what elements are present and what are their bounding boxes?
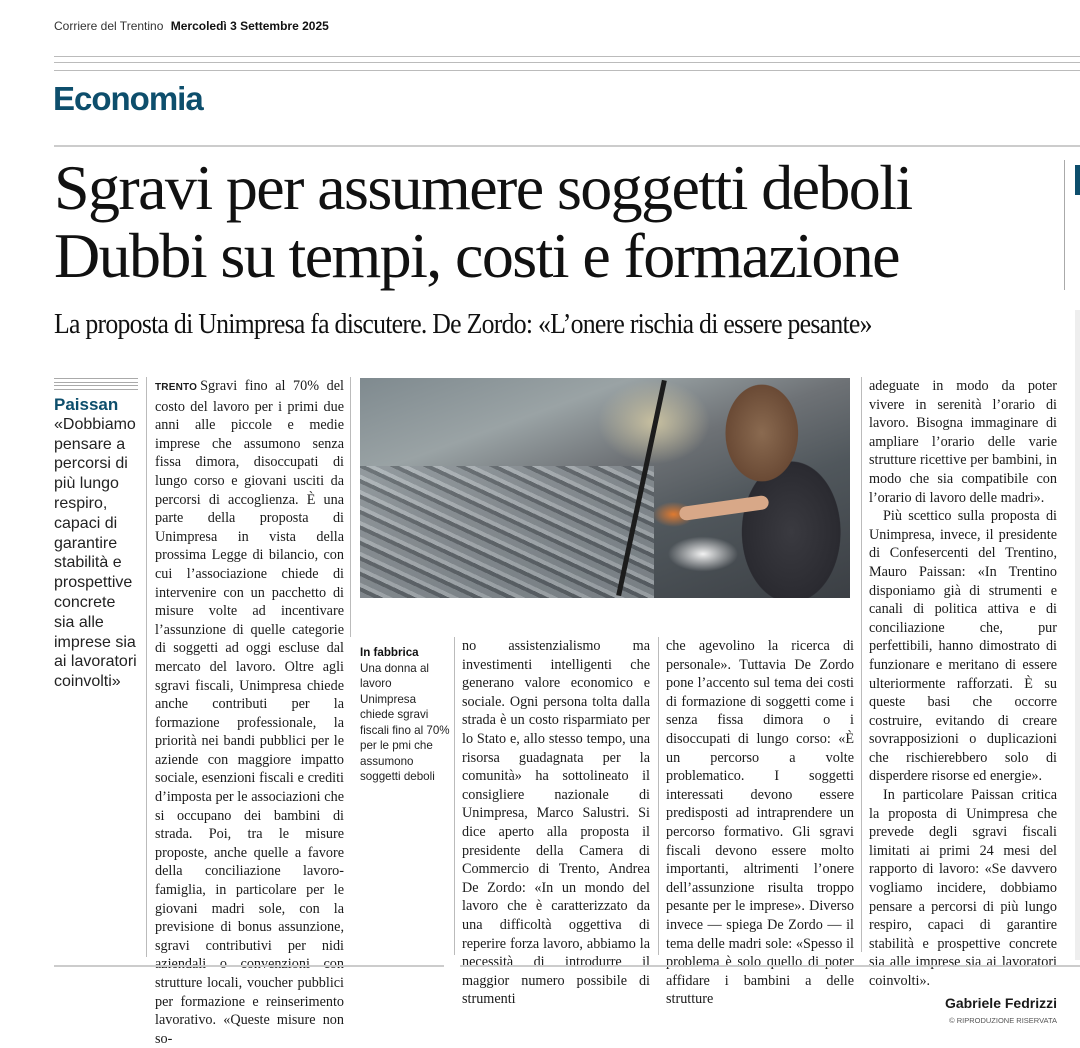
pull-quote-rules (54, 378, 138, 390)
caption-title: In fabbrica (360, 646, 419, 659)
article-column-2 (462, 637, 650, 1009)
column-divider (861, 377, 862, 952)
pull-quote (54, 395, 140, 692)
column-4-paragraph-1: adeguate in modo da poter vivere in serenità l’orario di lavoro. Bisogna immaginare di ampliare l’orario delle varie strutture ricettive per bambini, in modo che sia compatibile con l’orario di lavoro delle madri». (869, 378, 1057, 506)
column-1-text: Sgravi fino al 70% del costo del lavoro per i primi due anni alle piccole e medie imprese che assumono senza fissa dimora, disoccupati di lungo corso e giovani usciti da percorsi di accoglienza. È una parte della proposta di Unimpresa in vista della prossima Legge di bilancio, con cui l’associazione chiede di intervenire con un pacchetto di misure volte ad incentivare l’assunzione di quelle categorie di soggetti ad oggi escluse dal mercato del lavoro. Oltre agli sgravi fiscali, Unimpresa chiede anche contributi per la formazione professionale, la priorità nei bandi pubblici per le aziende con maggiore impatto sociale, esenzioni fiscali e crediti d’imposta per le associazioni che si occupano dei bambini di strada. Poi, tra le misure proposte, anche quelle a favore della conciliazione lavoro-famiglia, in particolare per le giovani madri sole, con la previsione di bonus assunzione, sgravi contributivi per nidi aziendali o convenzioni con strutture locali, voucher pubblici per formazione e reinserimento lavorativo. «Queste misure non so- (155, 378, 344, 1047)
pull-quote-name: Paissan (54, 395, 119, 414)
column-4-paragraph-2: Più scettico sulla proposta di Unimpresa, invece, il presidente di Confesercenti del Trentino, Mauro Paissan: «In Trentino disponiamo già di strumenti e canali di politica attiva e di conciliazione che, pur perfettibili, hanno dimostrato di funzionare e meritano di essere ulteriormente rafforzati. È su queste basi che occorre costruire, evitando di creare sovrapposizioni o duplicazioni che rischierebbero solo di disperdere risorse ed energie». (869, 508, 1057, 785)
dateline: TRENTO (155, 382, 198, 393)
factory-worker-photo (360, 378, 850, 598)
column-divider (658, 637, 659, 955)
article-column-4 (869, 377, 1057, 1031)
bottom-rule (460, 965, 1080, 967)
section-divider (54, 145, 1080, 147)
byline: Gabriele Fedrizzi (944, 994, 1057, 1011)
adjacent-article-divider (1064, 160, 1065, 290)
subheadline: La proposta di Unimpresa fa discutere. De Zordo: «L’onere rischia di essere pesante» (54, 309, 872, 340)
pull-quote-text: «Dobbiamo pensare a percorsi di più lungo respiro, capaci di garantire stabilità e prospettive concrete sia alle imprese sia ai lavoratori coinvolti» (54, 415, 137, 691)
column-divider (350, 377, 351, 637)
publication-name: Corriere del Trentino (54, 19, 164, 33)
adjacent-article-accent (1075, 165, 1080, 195)
column-4-paragraph-3: In particolare Paissan critica la proposta di Unimpresa che prevede degli sgravi fiscali limitati ai primi 24 mesi del rapporto di lavoro: «Se davvero vogliamo incidere, dobbiamo pensare a percorsi di più lungo respiro, capaci di garantire stabilità e prospettive concrete sia alle imprese sia ai lavoratori coinvolti». (869, 787, 1057, 989)
caption-text: Una donna al lavoro Unimpresa chiede sgravi fiscali fino al 70% per le pmi che assumono soggetti deboli (360, 661, 450, 783)
bottom-rule (54, 965, 444, 967)
column-2-text: no assistenzialismo ma investimenti intelligenti che generano valore economico e sociale. Ogni persona tolta dalla strada è un costo risparmiato per lo Stato e, allo stesso tempo, una risorsa guadagnata per la comunità» ha sottolineato il consigliere nazionale di Unimpresa, Marco Salustri. Si dice aperto alla proposta il presidente della Camera di Commercio di Trento, Andrea De Zordo: «In un mondo del lavoro che è caratterizzato da una difficoltà oggettiva di reperire forza lavoro, abbiamo la necessità di introdurre il maggior numero possibile di strumenti (462, 638, 650, 1008)
section-title: Economia (53, 80, 203, 117)
article-column-1 (155, 377, 344, 1048)
headline (54, 154, 1054, 290)
adjacent-article-area (1075, 310, 1080, 960)
column-divider (454, 637, 455, 955)
issue-date: Mercoledì 3 Settembre 2025 (170, 19, 329, 33)
header-rules (54, 56, 1080, 71)
headline-line-2: Dubbi su tempi, costi e formazione (54, 220, 899, 291)
column-3-text: che agevolino la ricerca di personale». Tuttavia De Zordo pone l’accento sul tema dei costi di formazione di soggetti come i senza fissa dimora o i disoccupati di lungo corso: «È un percorso a volte problematico. I soggetti interessati devono essere predisposti ad intraprendere un percorso formativo. Gli sgravi fiscali devono essere molto importanti, altrimenti l’onere dell’assunzione risulta troppo pesante per le imprese». Diverso invece — spiega De Zordo — il tema delle madri sole: «Spesso il problema è solo quello di poter affidare i bambini a delle strutture (666, 638, 854, 1008)
masthead (54, 19, 329, 33)
headline-line-1: Sgravi per assumere soggetti deboli (54, 152, 912, 223)
column-divider (146, 377, 147, 957)
photo-machinery (360, 466, 654, 598)
photo-caption (360, 645, 450, 785)
photo-arm (678, 495, 769, 521)
copyright-notice: © RIPRODUZIONE RISERVATA (949, 1016, 1057, 1026)
article-column-3 (666, 637, 854, 1009)
